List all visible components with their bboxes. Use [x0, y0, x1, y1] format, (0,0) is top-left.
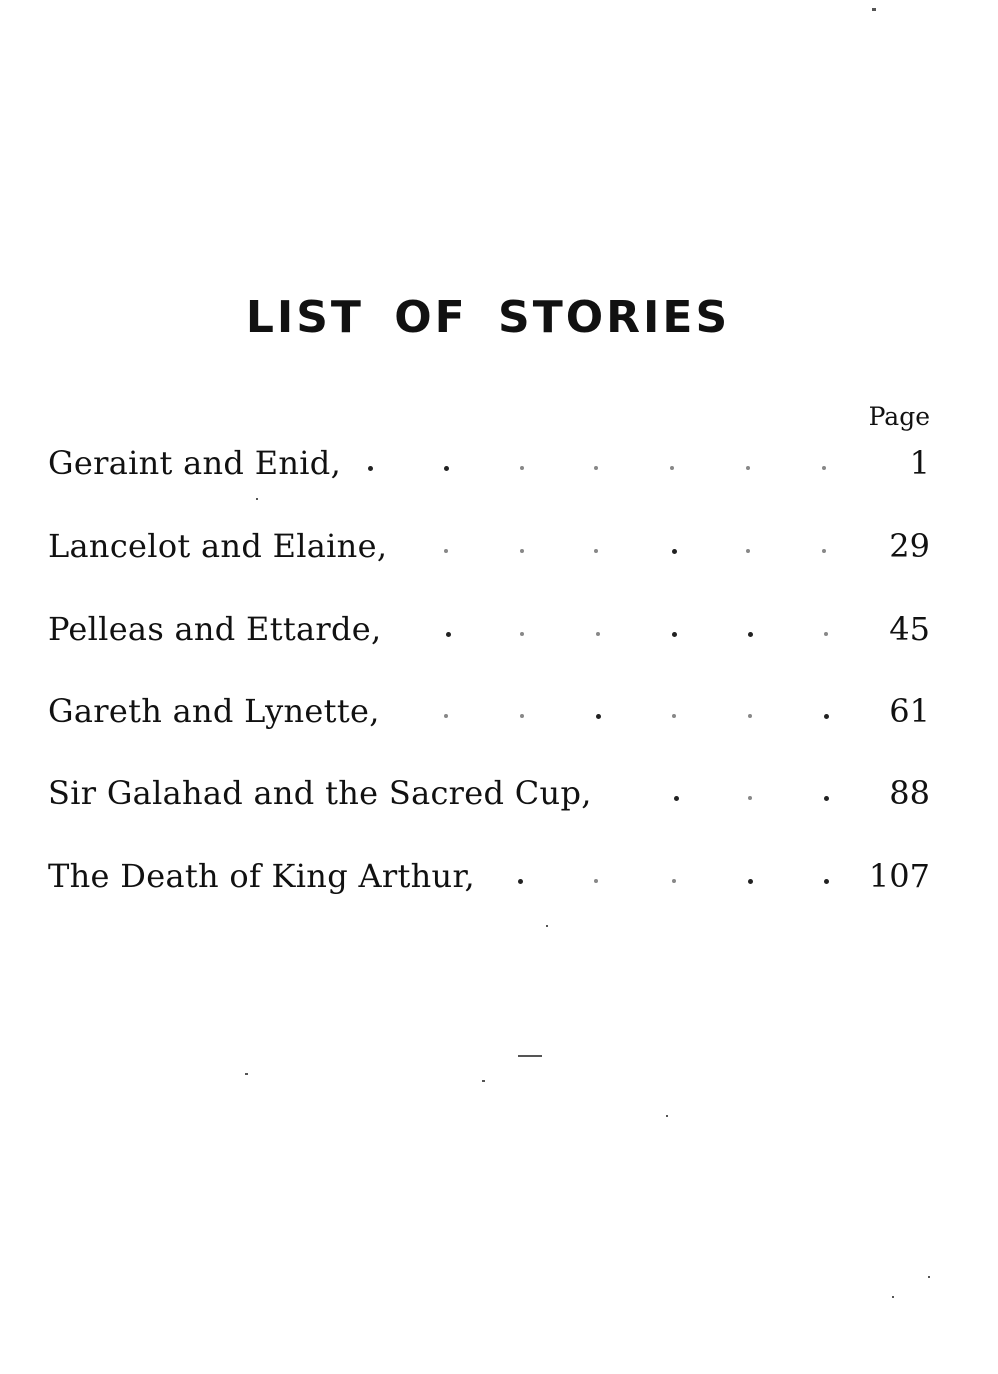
leader-dot [520, 549, 524, 553]
toc-entry[interactable] [48, 692, 930, 732]
print-speck [872, 8, 876, 11]
leader-dot [822, 466, 826, 470]
leader-dot [748, 796, 752, 800]
print-speck [546, 925, 548, 927]
leader-dot [672, 632, 677, 637]
leader-dot [822, 549, 826, 553]
print-speck [245, 1073, 248, 1075]
page-title: LIST OF STORIES [245, 292, 731, 343]
toc-entry[interactable] [48, 527, 930, 567]
toc-entry-title: Lancelot and Elaine, [48, 527, 388, 565]
leader-dot [746, 549, 750, 553]
leader-dot [674, 796, 679, 801]
leader-dot [596, 714, 601, 719]
leader-dot [670, 466, 674, 470]
leader-dot [520, 632, 524, 636]
print-speck [518, 1055, 542, 1057]
toc-entry-page: 88 [889, 774, 930, 812]
leader-dot [824, 632, 828, 636]
toc-entry-page: 107 [868, 857, 930, 895]
leader-dot [520, 466, 524, 470]
toc-entry[interactable] [48, 857, 930, 897]
toc-entry-title: Geraint and Enid, [48, 444, 342, 482]
print-speck [482, 1080, 485, 1082]
print-speck [892, 1296, 894, 1298]
leader-dot [594, 466, 598, 470]
leader-dot [824, 714, 829, 719]
toc-entry-page: 61 [889, 692, 930, 730]
toc-entry-title: Sir Galahad and the Sacred Cup, [48, 774, 592, 812]
print-speck [256, 498, 258, 500]
leader-dot [748, 879, 753, 884]
leader-dot [748, 632, 753, 637]
leader-dot [596, 632, 600, 636]
leader-dot [444, 549, 448, 553]
leader-dot [444, 714, 448, 718]
toc-entry-page: 29 [889, 527, 930, 565]
leader-dot [518, 879, 523, 884]
print-speck [666, 1115, 668, 1117]
leader-dot [672, 549, 677, 554]
print-speck [928, 1276, 930, 1278]
leader-dot [824, 796, 829, 801]
toc-entry[interactable] [48, 610, 930, 650]
toc-entry-title: The Death of King Arthur, [48, 857, 475, 895]
toc-entry-title: Gareth and Lynette, [48, 692, 380, 730]
toc-entry-page: 45 [889, 610, 930, 648]
leader-dot [824, 879, 829, 884]
leader-dot [672, 714, 676, 718]
toc-entry-title: Pelleas and Ettarde, [48, 610, 382, 648]
toc-entry[interactable] [48, 444, 930, 484]
leader-dot [446, 632, 451, 637]
leader-dot [594, 879, 598, 883]
leader-dot [520, 714, 524, 718]
leader-dot [594, 549, 598, 553]
leader-dot [746, 466, 750, 470]
leader-dot [444, 466, 449, 471]
leader-dot [672, 879, 676, 883]
leader-dot [368, 466, 373, 471]
toc-entry-page: 1 [909, 444, 930, 482]
leader-dot [748, 714, 752, 718]
toc-entry[interactable] [48, 774, 930, 814]
page-column-header: Page [868, 402, 930, 431]
